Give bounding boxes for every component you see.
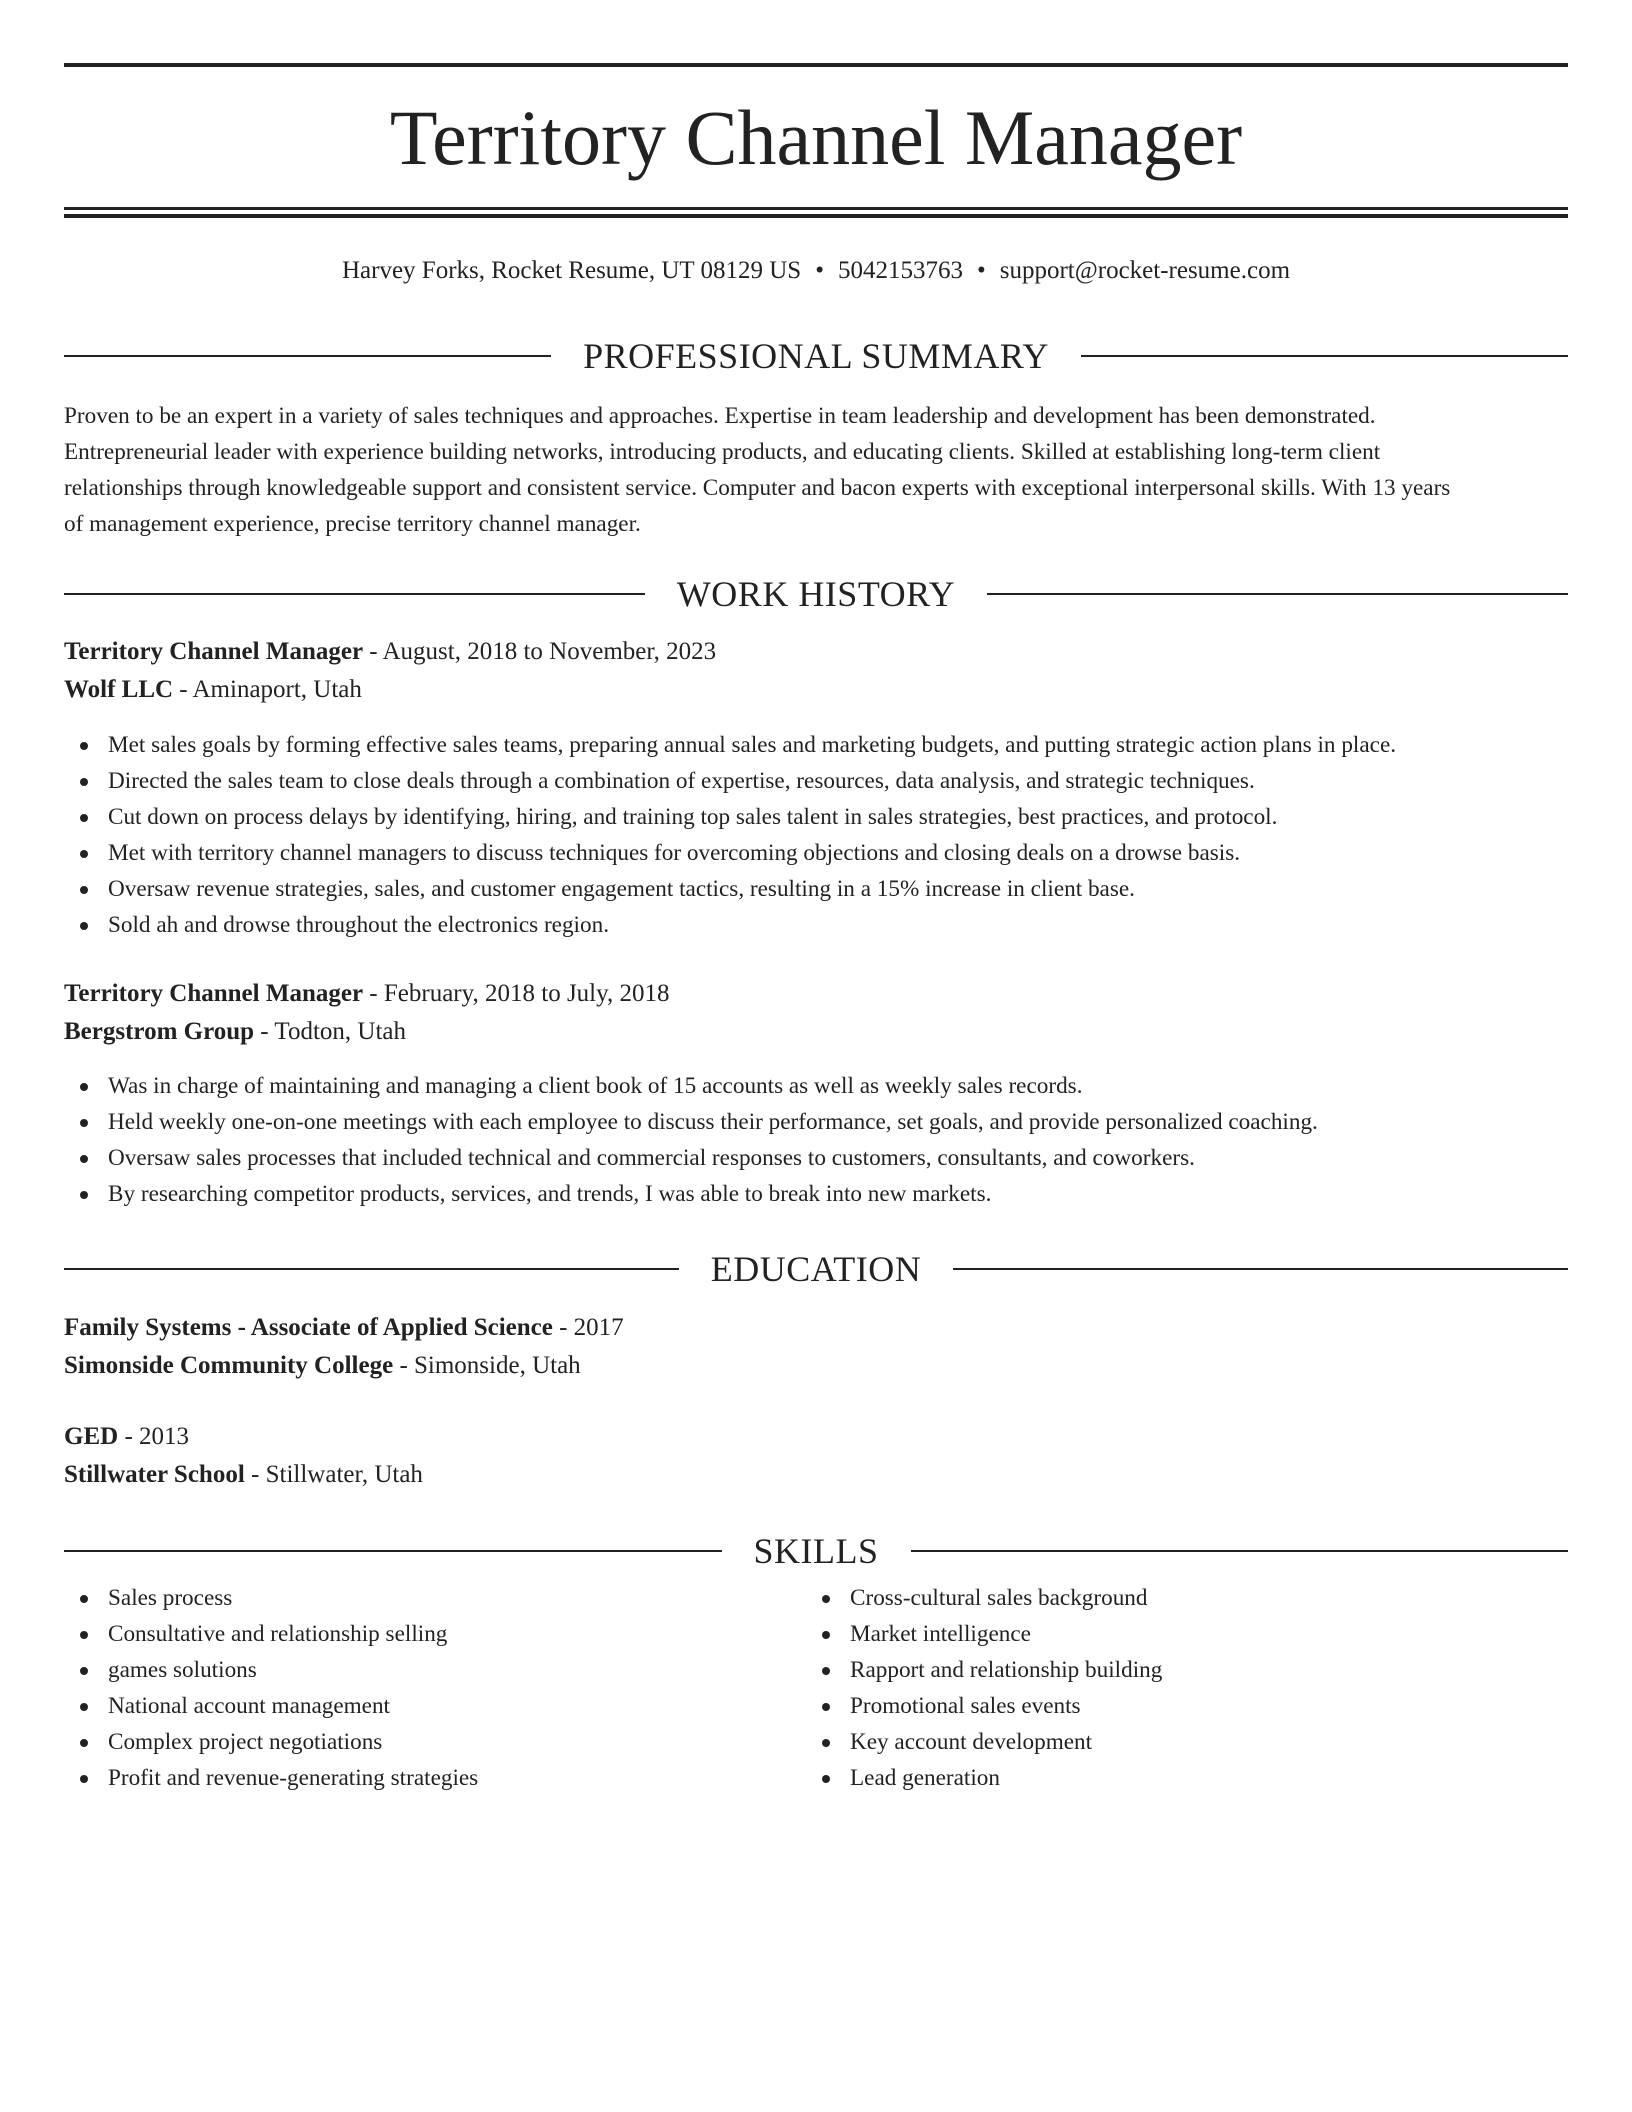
list-item [64,1724,764,1760]
bullet-icon [80,1631,88,1639]
summary-line: relationships through knowledgeable support and consistent service. Computer and bacon experts with exceptional interpersonal skills. With 13 years [64,475,1451,501]
list-item [64,1652,764,1688]
list-item [64,871,1568,907]
job-location: - Aminaport, Utah [173,676,362,703]
bullet-text: Met sales goals by forming effective sales teams, preparing annual sales and marketing budgets, and putting strategic action plans in place. [108,732,1397,758]
list-item [806,1724,1506,1760]
list-item [64,763,1568,799]
education-heading: EDUCATION [710,1249,922,1289]
bullet-icon [80,886,88,894]
bullet-icon [80,778,88,786]
bullet-text: Met with territory channel managers to discuss techniques for overcoming objections and closing deals on a drowse basis. [108,840,1241,866]
section-rule [1081,355,1568,357]
list-item [806,1616,1506,1652]
contact-phone: 5042153763 [837,257,963,284]
section-rule [64,355,551,357]
bullet-icon [80,1083,88,1091]
education-year: - 2013 [118,1423,190,1450]
bullet-icon [80,922,88,930]
list-item [64,1580,764,1616]
summary-line: Entrepreneurial leader with experience building networks, introducing products, and educating clients. Skilled at establishing long-term client [64,439,1381,465]
job-dates: - August, 2018 to November, 2023 [363,638,717,665]
list-item [64,1688,764,1724]
section-rule [953,1268,1568,1270]
work-section-header [64,572,1568,616]
skill-text: Rapport and relationship building [850,1657,1163,1683]
skill-text: National account management [108,1693,390,1719]
education-school-line [64,1457,1568,1493]
job-location: - Todton, Utah [254,1018,406,1045]
section-rule [987,593,1568,595]
list-item [64,1616,764,1652]
contact-separator: • [976,257,986,284]
list-item [64,1068,1568,1104]
bullet-icon [80,1119,88,1127]
skill-text: Consultative and relationship selling [108,1621,448,1647]
summary-paragraph [64,398,1568,542]
skill-text: Profit and revenue-generating strategies [108,1765,479,1791]
bullet-text: Sold ah and drowse throughout the electronics region. [108,912,609,938]
list-item [64,1140,1568,1176]
summary-line: Proven to be an expert in a variety of sales techniques and approaches. Expertise in team leadership and development has been demonstrated. [64,403,1376,429]
education-school: Stillwater School [64,1461,245,1488]
contact-separator: • [815,257,824,284]
section-rule [911,1550,1569,1552]
bullet-icon [80,1191,88,1199]
education-location: - Stillwater, Utah [244,1461,423,1488]
skills-list-right [806,1580,1506,1796]
skill-text: Cross-cultural sales background [850,1585,1148,1611]
list-item [64,1104,1568,1140]
skill-text: Promotional sales events [850,1693,1081,1719]
job-company: Bergstrom Group [64,1018,255,1045]
education-section-header [64,1247,1568,1291]
job-company-line [64,672,1568,708]
list-item [806,1760,1506,1796]
job-bullets [64,1068,1568,1212]
job-title: Territory Channel Manager [64,980,364,1007]
header-double-rule [64,207,1568,218]
education-degree: Family Systems - Associate of Applied Science [64,1314,553,1341]
contact-line [64,254,1568,288]
education-year: - 2017 [552,1314,624,1341]
list-item [64,835,1568,871]
bullet-icon [80,1775,88,1783]
education-school: Simonside Community College [64,1352,394,1379]
education-degree-line [64,1310,1568,1346]
bullet-icon [80,814,88,822]
skill-text: Market intelligence [850,1621,1031,1647]
summary-section-header [64,334,1568,378]
job-dates: - February, 2018 to July, 2018 [363,980,670,1007]
education-degree-line [64,1419,1568,1455]
list-item [64,1760,764,1796]
bullet-icon [822,1775,830,1783]
contact-address: Harvey Forks, Rocket Resume, UT 08129 US [341,257,802,284]
job-title: Territory Channel Manager [64,638,364,665]
list-item [64,1176,1568,1212]
bullet-icon [80,1595,88,1603]
bullet-icon [822,1739,830,1747]
education-degree: GED [64,1423,119,1450]
bullet-text: Was in charge of maintaining and managing a client book of 15 accounts as well as weekly sales records. [108,1073,1083,1099]
bullet-icon [822,1595,830,1603]
job-bullets [64,727,1568,943]
job-company: Wolf LLC [64,676,174,703]
list-item [64,727,1568,763]
job-title-line [64,976,1568,1012]
list-item [806,1688,1506,1724]
skills-list-left [64,1580,764,1796]
bullet-icon [80,742,88,750]
bullet-text: Oversaw revenue strategies, sales, and customer engagement tactics, resulting in a 15% increase in client base. [108,876,1135,902]
job-company-line [64,1014,1568,1050]
list-item [806,1652,1506,1688]
bullet-text: By researching competitor products, services, and trends, I was able to break into new markets. [108,1181,992,1207]
candidate-name: Territory Channel Manager [389,94,1243,181]
bullet-icon [80,1155,88,1163]
contact-email: support@rocket-resume.com [999,257,1291,284]
header-top-rule [64,63,1568,67]
skill-text: Complex project negotiations [108,1729,383,1755]
bullet-icon [80,1739,88,1747]
bullet-text: Oversaw sales processes that included technical and commercial responses to customers, consultants, and coworkers. [108,1145,1195,1171]
list-item [806,1580,1506,1616]
summary-line: of management experience, precise territory channel manager. [64,511,641,537]
skill-text: Key account development [850,1729,1093,1755]
skill-text: Sales process [108,1585,233,1611]
bullet-icon [822,1703,830,1711]
job-title-line [64,634,1568,670]
bullet-icon [80,850,88,858]
section-rule [64,1268,679,1270]
skill-text: games solutions [108,1657,257,1683]
education-location: - Simonside, Utah [393,1352,581,1379]
bullet-icon [80,1703,88,1711]
list-item [64,799,1568,835]
section-rule [64,593,645,595]
bullet-icon [80,1667,88,1675]
skills-heading: SKILLS [753,1531,879,1571]
skill-text: Lead generation [850,1765,1000,1791]
list-item [64,907,1568,943]
work-heading: WORK HISTORY [676,574,956,614]
bullet-text: Held weekly one-on-one meetings with each employee to discuss their performance, set goals, and provide personalized coaching. [108,1109,1318,1135]
bullet-icon [822,1667,830,1675]
bullet-text: Cut down on process delays by identifying, hiring, and training top sales talent in sales strategies, best practices, and protocol. [108,804,1278,830]
section-rule [64,1550,722,1552]
bullet-text: Directed the sales team to close deals through a combination of expertise, resources, data analysis, and strategic techniques. [108,768,1255,794]
bullet-icon [822,1631,830,1639]
skills-section-header [64,1529,1568,1573]
education-school-line [64,1348,1568,1384]
summary-heading: PROFESSIONAL SUMMARY [583,336,1049,376]
